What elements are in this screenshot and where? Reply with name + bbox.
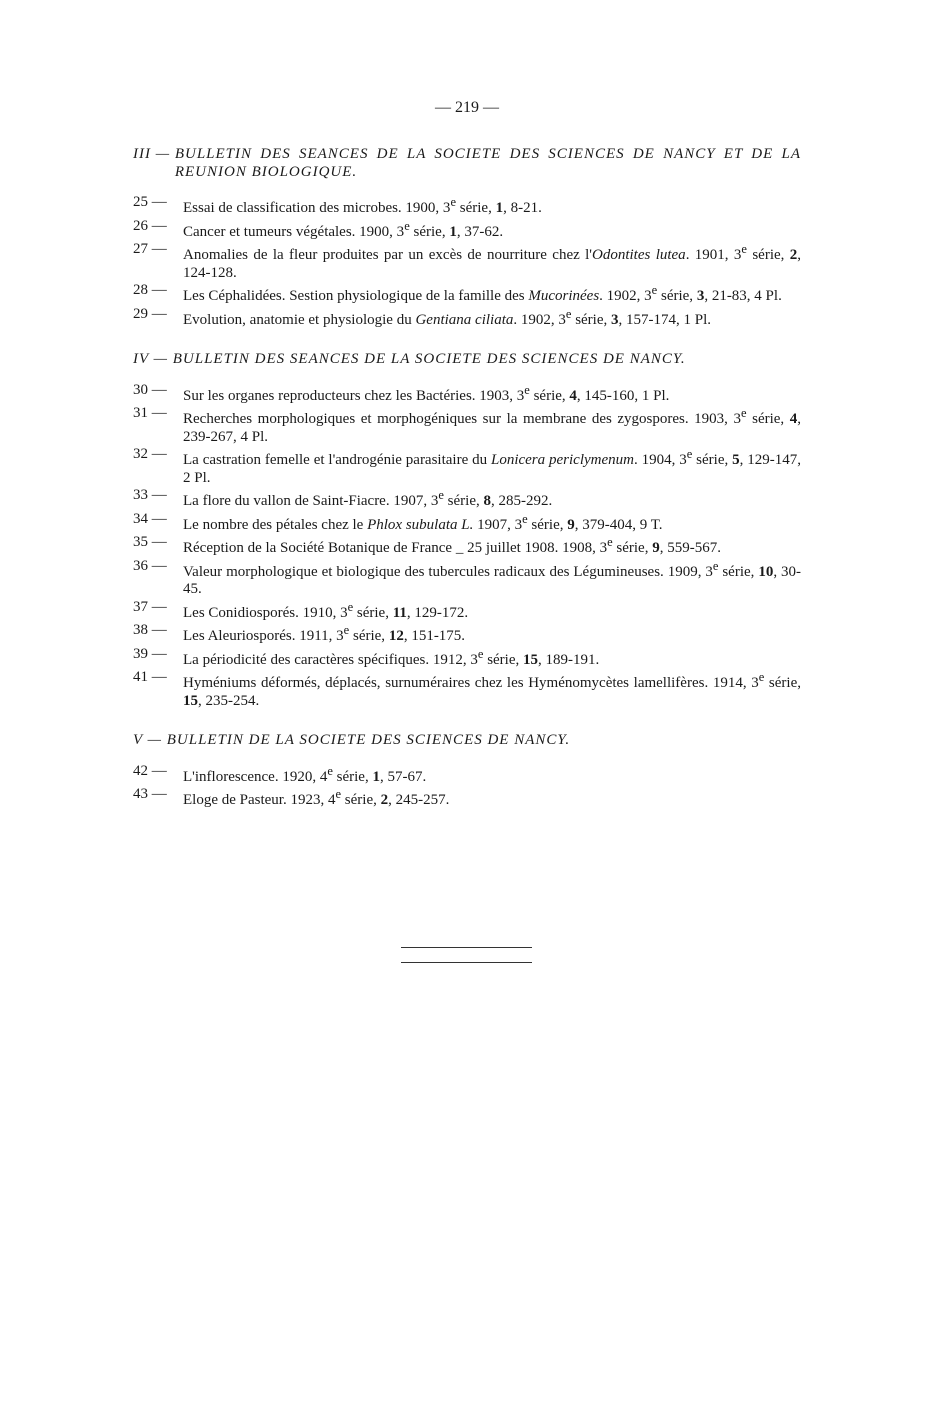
bibliography-entry bbox=[133, 487, 801, 511]
bibliography-entry bbox=[133, 534, 801, 558]
entry-text: Recherches morphologiques et morphogéniques sur la membrane des zygospores. 1903, 3e série, 4, 239-267, 4 Pl. bbox=[183, 406, 801, 445]
entry-number: 41 — bbox=[133, 669, 167, 685]
section-number: IV — bbox=[133, 351, 173, 367]
entry-text: La flore du vallon de Saint-Fiacre. 1907, 3e série, 8, 285-292. bbox=[183, 488, 553, 509]
bibliography-entry bbox=[133, 599, 801, 623]
bibliography-entry bbox=[133, 763, 801, 787]
section-title-text: BULLETIN DE LA SOCIETE DES SCIENCES DE NANCY. bbox=[166, 732, 571, 748]
entry-number: 37 — bbox=[133, 598, 167, 615]
entry-text: Sur les organes reproducteurs chez les Bactéries. 1903, 3e série, 4, 145-160, 1 Pl. bbox=[183, 382, 670, 404]
end-rule-top bbox=[401, 947, 532, 948]
bibliography-entry bbox=[133, 669, 801, 710]
entry-text: Cancer et tumeurs végétales. 1900, 3e série, 1, 37-62. bbox=[183, 218, 504, 240]
bibliography-entry bbox=[133, 511, 801, 535]
entry-number: 36 — bbox=[133, 557, 167, 574]
section-number: V — bbox=[133, 732, 167, 748]
section bbox=[133, 351, 801, 710]
entry-text: L'inflorescence. 1920, 4e série, 1, 57-67. bbox=[183, 763, 427, 785]
section-gap bbox=[133, 329, 801, 351]
page-number: — 219 — bbox=[435, 99, 499, 116]
bibliography-entry bbox=[133, 646, 801, 670]
entry-number: 39 — bbox=[133, 645, 167, 662]
section-title bbox=[133, 351, 801, 369]
entry-text: Les Conidiosporés. 1910, 3e série, 11, 129-172. bbox=[183, 599, 469, 621]
bibliography-entry bbox=[133, 194, 801, 218]
entry-list bbox=[133, 382, 801, 711]
bibliography-entry bbox=[133, 558, 801, 599]
entry-text: Evolution, anatomie et physiologie du Gentiana ciliata. 1902, 3e série, 3, 157-174, 1 Pl. bbox=[183, 306, 712, 328]
section-gap bbox=[133, 710, 801, 732]
entry-text: La périodicité des caractères spécifiques. 1912, 3e série, 15, 189-191. bbox=[183, 646, 600, 668]
entry-text: Valeur morphologique et biologique des tubercules radicaux des Légumineuses. 1909, 3e série, 10, 30-45. bbox=[183, 558, 801, 597]
section-title-text: BULLETIN DES SEANCES DE LA SOCIETE DES SCIENCES DE NANCY ET DE LA REUNION BIOLOGIQUE. bbox=[174, 146, 801, 180]
end-rule-bottom bbox=[401, 962, 532, 963]
entry-number: 30 — bbox=[133, 381, 167, 398]
entry-text: Le nombre des pétales chez le Phlox subulata L. 1907, 3e série, 9, 379-404, 9 T. bbox=[183, 511, 663, 533]
entry-number: 38 — bbox=[133, 622, 167, 638]
entry-number: 35 — bbox=[133, 534, 167, 550]
bibliography-entry bbox=[133, 405, 801, 446]
entry-number: 27 — bbox=[133, 241, 167, 257]
entry-number: 25 — bbox=[133, 194, 167, 210]
section-title-text: BULLETIN DES SEANCES DE LA SOCIETE DES SCIENCES DE NANCY. bbox=[172, 351, 686, 367]
bibliography-entry bbox=[133, 786, 801, 810]
entry-text: La castration femelle et l'androgénie parasitaire du Lonicera periclymenum. 1904, 3e série, 5, 129-147, 2 Pl. bbox=[183, 447, 801, 486]
bibliography-entry bbox=[133, 382, 801, 406]
bibliography-sections bbox=[133, 146, 801, 810]
entry-number: 32 — bbox=[133, 446, 167, 462]
bibliography-entry bbox=[133, 622, 801, 646]
entry-text: Les Céphalidées. Sestion physiologique de la famille des Mucorinées. 1902, 3e série, 3, 21-83, 4 Pl. bbox=[183, 283, 782, 304]
entry-number: 34 — bbox=[133, 510, 167, 527]
section bbox=[133, 146, 801, 329]
entry-text: Anomalies de la fleur produites par un excès de nourriture chez l'Odontites lutea. 1901, 3e série, 2, 124-128. bbox=[183, 242, 801, 281]
section-title bbox=[133, 146, 801, 181]
section bbox=[133, 732, 801, 810]
entry-text: Eloge de Pasteur. 1923, 4e série, 2, 245-257. bbox=[183, 787, 450, 808]
entry-list bbox=[133, 194, 801, 329]
entry-number: 28 — bbox=[133, 282, 167, 298]
entry-text: Essai de classification des microbes. 1900, 3e série, 1, 8-21. bbox=[183, 195, 542, 216]
entry-text: Hyméniums déformés, déplacés, surnuméraires chez les Hyménomycètes lamellifères. 1914, 3e série, 15, 235-254. bbox=[183, 670, 801, 709]
entry-number: 42 — bbox=[133, 762, 167, 779]
entry-text: Réception de la Société Botanique de France _ 25 juillet 1908. 1908, 3e série, 9, 559-567. bbox=[183, 535, 721, 556]
bibliography-entry bbox=[133, 446, 801, 487]
bibliography bbox=[133, 146, 801, 810]
bibliography-entry bbox=[133, 218, 801, 242]
entry-text: Les Aleuriosporés. 1911, 3e série, 12, 151-175. bbox=[183, 623, 466, 644]
section-title bbox=[133, 732, 801, 750]
entry-number: 43 — bbox=[133, 786, 167, 802]
entry-number: 26 — bbox=[133, 217, 167, 234]
entry-number: 31 — bbox=[133, 405, 167, 421]
bibliography-entry bbox=[133, 241, 801, 282]
bibliography-entry bbox=[133, 282, 801, 306]
section-number: III — bbox=[133, 146, 175, 162]
bibliography-entry bbox=[133, 306, 801, 330]
entry-number: 33 — bbox=[133, 487, 167, 503]
entry-list bbox=[133, 763, 801, 810]
entry-number: 29 — bbox=[133, 305, 167, 322]
